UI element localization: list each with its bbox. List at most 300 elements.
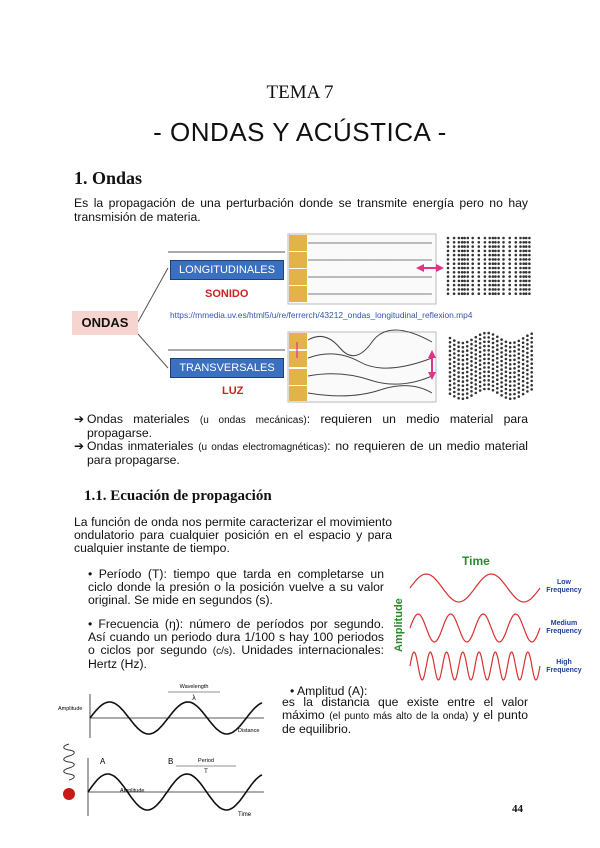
- particle-dot: [502, 237, 505, 240]
- particle-dot: [475, 392, 478, 395]
- particle-dot: [453, 365, 456, 368]
- particle-dot: [449, 392, 452, 395]
- particle-dot: [522, 393, 525, 396]
- particle-dot: [449, 362, 452, 365]
- particle-dot: [484, 288, 487, 291]
- particle-dot: [471, 267, 474, 270]
- particle-dot: [505, 362, 508, 365]
- particle-dot: [479, 351, 482, 354]
- particle-dot: [479, 372, 482, 375]
- particle-dot: [488, 280, 491, 283]
- particle-dot: [458, 250, 461, 253]
- particle-dot: [471, 258, 474, 261]
- particle-dot: [458, 288, 461, 291]
- particle-dot: [492, 292, 495, 295]
- particle-dot: [502, 267, 505, 270]
- particle-dot: [500, 381, 503, 384]
- luz-label: LUZ: [222, 385, 244, 397]
- particle-dot: [488, 254, 491, 257]
- particle-dot: [528, 262, 531, 265]
- particle-dot: [522, 380, 525, 383]
- particle-dot: [519, 237, 522, 240]
- particle-dot: [509, 376, 512, 379]
- particle-dot: [471, 271, 474, 274]
- particle-dot: [483, 388, 486, 391]
- particle-dot: [519, 250, 522, 253]
- particle-dot: [528, 245, 531, 248]
- particle-dot: [453, 271, 456, 274]
- particle-dot: [447, 275, 450, 278]
- longitudinales-label-box: LONGITUDINALES: [170, 260, 284, 280]
- particle-dot: [488, 237, 491, 240]
- particle-dot: [530, 380, 533, 383]
- particle-dot: [508, 241, 511, 244]
- particle-dot: [515, 275, 518, 278]
- particle-dot: [483, 345, 486, 348]
- particle-dot: [463, 241, 466, 244]
- amplitude-label: Amplitude: [58, 706, 83, 712]
- particle-dot: [453, 250, 456, 253]
- particle-dot: [462, 346, 465, 349]
- particle-dot: [505, 345, 508, 348]
- particle-dot: [461, 271, 464, 274]
- particle-dot: [513, 354, 516, 357]
- particle-dot: [453, 288, 456, 291]
- particle-dot: [462, 393, 465, 396]
- particle-dot: [502, 250, 505, 253]
- particle-dot: [479, 363, 482, 366]
- low-frequency-wave: [410, 574, 540, 602]
- particle-dot: [484, 237, 487, 240]
- particle-dot: [453, 245, 456, 248]
- particle-dot: [479, 376, 482, 379]
- sonido-label: SONIDO: [205, 288, 249, 300]
- particle-dot: [449, 384, 452, 387]
- particle-dot: [478, 258, 481, 261]
- particle-dot: [492, 363, 495, 366]
- particle-dot: [462, 367, 465, 370]
- particle-dot: [528, 275, 531, 278]
- particle-dot: [470, 390, 473, 393]
- particle-dot: [475, 379, 478, 382]
- particle-dot: [500, 351, 503, 354]
- particle-dot: [519, 258, 522, 261]
- particle-dot: [525, 262, 528, 265]
- particle-dot: [526, 352, 529, 355]
- particle-dot: [471, 292, 474, 295]
- particle-dot: [483, 379, 486, 382]
- particle-dot: [522, 271, 525, 274]
- particle-dot: [479, 368, 482, 371]
- particle-dot: [447, 245, 450, 248]
- particle-dot: [457, 350, 460, 353]
- particle-dot: [497, 275, 500, 278]
- particle-dot: [528, 280, 531, 283]
- particle-dot: [467, 254, 470, 257]
- particle-dot: [478, 237, 481, 240]
- particle-dot: [453, 267, 456, 270]
- particle-dot: [494, 288, 497, 291]
- page-number: 44: [512, 803, 523, 815]
- particle-dot: [500, 368, 503, 371]
- particle-dot: [466, 358, 469, 361]
- particle-dot: [470, 343, 473, 346]
- particle-dot: [505, 349, 508, 352]
- particle-dot: [478, 262, 481, 265]
- particle-dot: [484, 254, 487, 257]
- particle-dot: [471, 241, 474, 244]
- particle-dot: [513, 363, 516, 366]
- particle-dot: [518, 353, 521, 356]
- particle-dot: [449, 371, 452, 374]
- particle-dot: [453, 374, 456, 377]
- particle-dot: [458, 267, 461, 270]
- particle-dot: [500, 385, 503, 388]
- particle-dot: [467, 250, 470, 253]
- particle-dot: [466, 388, 469, 391]
- particle-dot: [487, 353, 490, 356]
- particle-dot: [496, 336, 499, 339]
- particle-dot: [447, 271, 450, 274]
- particle-dot: [458, 292, 461, 295]
- particle-dot: [530, 354, 533, 357]
- particle-dot: [479, 381, 482, 384]
- particle-dot: [457, 345, 460, 348]
- particle-dot: [492, 346, 495, 349]
- particle-dot: [484, 258, 487, 261]
- particle-dot: [492, 372, 495, 375]
- particle-dot: [522, 262, 525, 265]
- particle-dot: [522, 363, 525, 366]
- particle-dot: [471, 254, 474, 257]
- particle-dot: [475, 345, 478, 348]
- particle-dot: [508, 271, 511, 274]
- particle-dot: [467, 241, 470, 244]
- particle-dot: [458, 254, 461, 257]
- particle-dot: [457, 397, 460, 400]
- particle-dot: [492, 284, 495, 287]
- particle-dot: [475, 383, 478, 386]
- particle-dot: [461, 267, 464, 270]
- particle-dot: [522, 359, 525, 362]
- particle-dot: [463, 262, 466, 265]
- particle-dot: [494, 275, 497, 278]
- particle-dot: [453, 344, 456, 347]
- particle-dot: [471, 262, 474, 265]
- particle-dot: [462, 389, 465, 392]
- particle-dot: [461, 254, 464, 257]
- particle-dot: [458, 284, 461, 287]
- particle-dot: [449, 367, 452, 370]
- particle-dot: [488, 250, 491, 253]
- particle-dot: [494, 237, 497, 240]
- particle-dot: [470, 360, 473, 363]
- particle-dot: [497, 254, 500, 257]
- particle-dot: [505, 353, 508, 356]
- particle-dot: [494, 262, 497, 265]
- particle-dot: [509, 393, 512, 396]
- particle-dot: [470, 364, 473, 367]
- particle-dot: [457, 371, 460, 374]
- particle-dot: [463, 237, 466, 240]
- chapter-title: - ONDAS Y ACÚSTICA -: [153, 117, 447, 147]
- particle-dot: [483, 353, 486, 356]
- particle-dot: [475, 387, 478, 390]
- particle-dot: [522, 371, 525, 374]
- particle-dot: [522, 346, 525, 349]
- particle-dot: [467, 237, 470, 240]
- particle-dot: [487, 383, 490, 386]
- particle-dot: [453, 391, 456, 394]
- particle-dot: [453, 241, 456, 244]
- particle-dot: [518, 340, 521, 343]
- section-heading-ecuacion: 1.1. Ecuación de propagación: [84, 488, 272, 504]
- particle-dot: [525, 250, 528, 253]
- particle-dot: [515, 280, 518, 283]
- particle-dot: [471, 245, 474, 248]
- particle-dot: [500, 373, 503, 376]
- particle-dot: [502, 284, 505, 287]
- particle-dot: [509, 389, 512, 392]
- particle-dot: [518, 395, 521, 398]
- particle-dot: [492, 267, 495, 270]
- particle-dot: [513, 346, 516, 349]
- particle-dot: [518, 378, 521, 381]
- particle-dot: [487, 370, 490, 373]
- particle-dot: [483, 349, 486, 352]
- particle-dot: [458, 275, 461, 278]
- particle-dot: [519, 262, 522, 265]
- particle-dot: [508, 237, 511, 240]
- particle-dot: [467, 258, 470, 261]
- particle-dot: [522, 241, 525, 244]
- particle-dot: [478, 254, 481, 257]
- distance-label: Distance: [238, 728, 260, 734]
- particle-dot: [461, 241, 464, 244]
- particle-dot: [470, 356, 473, 359]
- particle-dot: [470, 369, 473, 372]
- particle-dot: [525, 275, 528, 278]
- particle-dot: [522, 354, 525, 357]
- particle-dot: [508, 245, 511, 248]
- particle-dot: [502, 271, 505, 274]
- particle-dot: [475, 362, 478, 365]
- particle-dot: [522, 275, 525, 278]
- particle-dot: [461, 258, 464, 261]
- particle-dot: [530, 367, 533, 370]
- particle-dot: [488, 275, 491, 278]
- particle-dot: [457, 375, 460, 378]
- particle-dot: [525, 241, 528, 244]
- particle-dot: [467, 288, 470, 291]
- particle-dot: [466, 349, 469, 352]
- particle-dot: [509, 359, 512, 362]
- video-link[interactable]: https://mmedia.uv.es/html5/u/re/ferrerch/43212_ondas_longitudinal_reflexion.mp4: [170, 310, 473, 320]
- particle-dot: [522, 284, 525, 287]
- particle-dot: [515, 288, 518, 291]
- particle-dot: [505, 341, 508, 344]
- particle-dot: [483, 358, 486, 361]
- particle-dot: [484, 271, 487, 274]
- particle-dot: [487, 332, 490, 335]
- particle-dot: [522, 250, 525, 253]
- particle-dot: [461, 292, 464, 295]
- particle-dot: [471, 288, 474, 291]
- particle-dot: [509, 397, 512, 400]
- particle-dot: [508, 280, 511, 283]
- particle-dot: [528, 292, 531, 295]
- amplitude-label-2: Amplitude: [120, 788, 145, 794]
- particle-dot: [483, 336, 486, 339]
- particle-dot: [457, 384, 460, 387]
- particle-dot: [463, 292, 466, 295]
- particle-dot: [457, 388, 460, 391]
- medium-label: Medium: [550, 620, 578, 627]
- particle-dot: [530, 375, 533, 378]
- particle-dot: [496, 361, 499, 364]
- wave-function-paragraph: La función de onda nos permite caracterizar el movimiento ondulatorio para cualquier posición en el espacio y para cualquier instante de tiempo.: [74, 515, 392, 555]
- particle-dot: [500, 377, 503, 380]
- particle-dot: [447, 250, 450, 253]
- particle-dot: [497, 292, 500, 295]
- spring-mass-icon: [63, 744, 75, 800]
- time-label: Time: [238, 812, 252, 818]
- particle-dot: [478, 288, 481, 291]
- particle-dot: [530, 388, 533, 391]
- high-label-2: Frequency: [546, 667, 582, 674]
- particle-dot: [496, 370, 499, 373]
- particle-dot: [528, 241, 531, 244]
- particle-dot: [500, 343, 503, 346]
- particle-dot: [515, 250, 518, 253]
- particle-dot: [515, 241, 518, 244]
- particle-dot: [494, 271, 497, 274]
- wavelength-label: Wavelength: [179, 684, 209, 690]
- particle-dot: [449, 354, 452, 357]
- particle-dot: [488, 262, 491, 265]
- particle-dot: [488, 245, 491, 248]
- particle-dot: [528, 267, 531, 270]
- particle-dot: [447, 284, 450, 287]
- particle-dot: [475, 366, 478, 369]
- particle-dot: [449, 375, 452, 378]
- bullet-ondas-inmateriales: ➔ Ondas inmateriales (u ondas electromagnéticas): no requieren de un medio material para propagarse.: [74, 439, 528, 467]
- particle-dot: [509, 372, 512, 375]
- particle-dot: [496, 353, 499, 356]
- particle-dot: [453, 369, 456, 372]
- particle-dot: [492, 376, 495, 379]
- particle-dot: [466, 367, 469, 370]
- particle-dot: [509, 380, 512, 383]
- particle-dot: [502, 241, 505, 244]
- particle-dot: [475, 349, 478, 352]
- particle-dot: [462, 355, 465, 358]
- particle-dot: [518, 391, 521, 394]
- particle-dot: [492, 271, 495, 274]
- particle-dot: [487, 366, 490, 369]
- particle-dot: [505, 366, 508, 369]
- particle-dot: [513, 359, 516, 362]
- particle-dot: [461, 262, 464, 265]
- particle-dot: [526, 390, 529, 393]
- particle-dot: [479, 389, 482, 392]
- particle-dot: [502, 275, 505, 278]
- particle-dot: [505, 396, 508, 399]
- particle-dot: [513, 350, 516, 353]
- particle-dot: [513, 384, 516, 387]
- particle-dot: [462, 372, 465, 375]
- particle-dot: [522, 254, 525, 257]
- particle-dot: [447, 254, 450, 257]
- particle-dot: [530, 345, 533, 348]
- particle-dot: [475, 336, 478, 339]
- particle-dot: [519, 288, 522, 291]
- particle-dot: [515, 271, 518, 274]
- particle-dot: [526, 360, 529, 363]
- particle-dot: [467, 284, 470, 287]
- particle-dot: [479, 346, 482, 349]
- particle-dot: [518, 374, 521, 377]
- amplitud-paragraph: es la distancia que existe entre el valor máximo (el punto más alto de la onda) y el punto de equilibrio.: [282, 695, 528, 736]
- intro-paragraph: Es la propagación de una perturbación donde se transmite energía pero no hay transmisión de materia.: [74, 196, 528, 224]
- particle-dot: [526, 339, 529, 342]
- amplitude-axis-label: Amplitude: [393, 598, 405, 652]
- particle-dot: [518, 357, 521, 360]
- particle-dot: [519, 241, 522, 244]
- longitudinal-springs-image: [288, 234, 436, 304]
- particle-dot: [525, 292, 528, 295]
- particle-dot: [461, 245, 464, 248]
- particle-dot: [484, 275, 487, 278]
- particle-dot: [508, 292, 511, 295]
- particle-dot: [492, 275, 495, 278]
- particle-dot: [478, 241, 481, 244]
- particle-dot: [483, 366, 486, 369]
- particle-dot: [462, 397, 465, 400]
- particle-dot: [467, 262, 470, 265]
- particle-dot: [453, 254, 456, 257]
- particle-dot: [497, 284, 500, 287]
- particle-dot: [497, 262, 500, 265]
- particle-dot: [508, 262, 511, 265]
- particle-dot: [522, 267, 525, 270]
- particle-dot: [453, 348, 456, 351]
- lambda-label: λ: [192, 695, 196, 702]
- particle-dot: [515, 262, 518, 265]
- particle-dot: [478, 284, 481, 287]
- particle-dot: [522, 258, 525, 261]
- particle-dot: [475, 357, 478, 360]
- particle-dot: [461, 250, 464, 253]
- transverse-particle-grid: [449, 332, 533, 400]
- particle-dot: [462, 380, 465, 383]
- particle-dot: [462, 359, 465, 362]
- particle-dot: [515, 292, 518, 295]
- particle-dot: [463, 275, 466, 278]
- particle-dot: [449, 380, 452, 383]
- particle-dot: [509, 385, 512, 388]
- particle-dot: [461, 288, 464, 291]
- particle-dot: [478, 245, 481, 248]
- particle-dot: [526, 382, 529, 385]
- point-b-label: B: [168, 757, 174, 766]
- particle-dot: [509, 367, 512, 370]
- particle-dot: [497, 250, 500, 253]
- particle-dot: [492, 333, 495, 336]
- particle-dot: [497, 280, 500, 283]
- particle-dot: [515, 258, 518, 261]
- particle-dot: [492, 385, 495, 388]
